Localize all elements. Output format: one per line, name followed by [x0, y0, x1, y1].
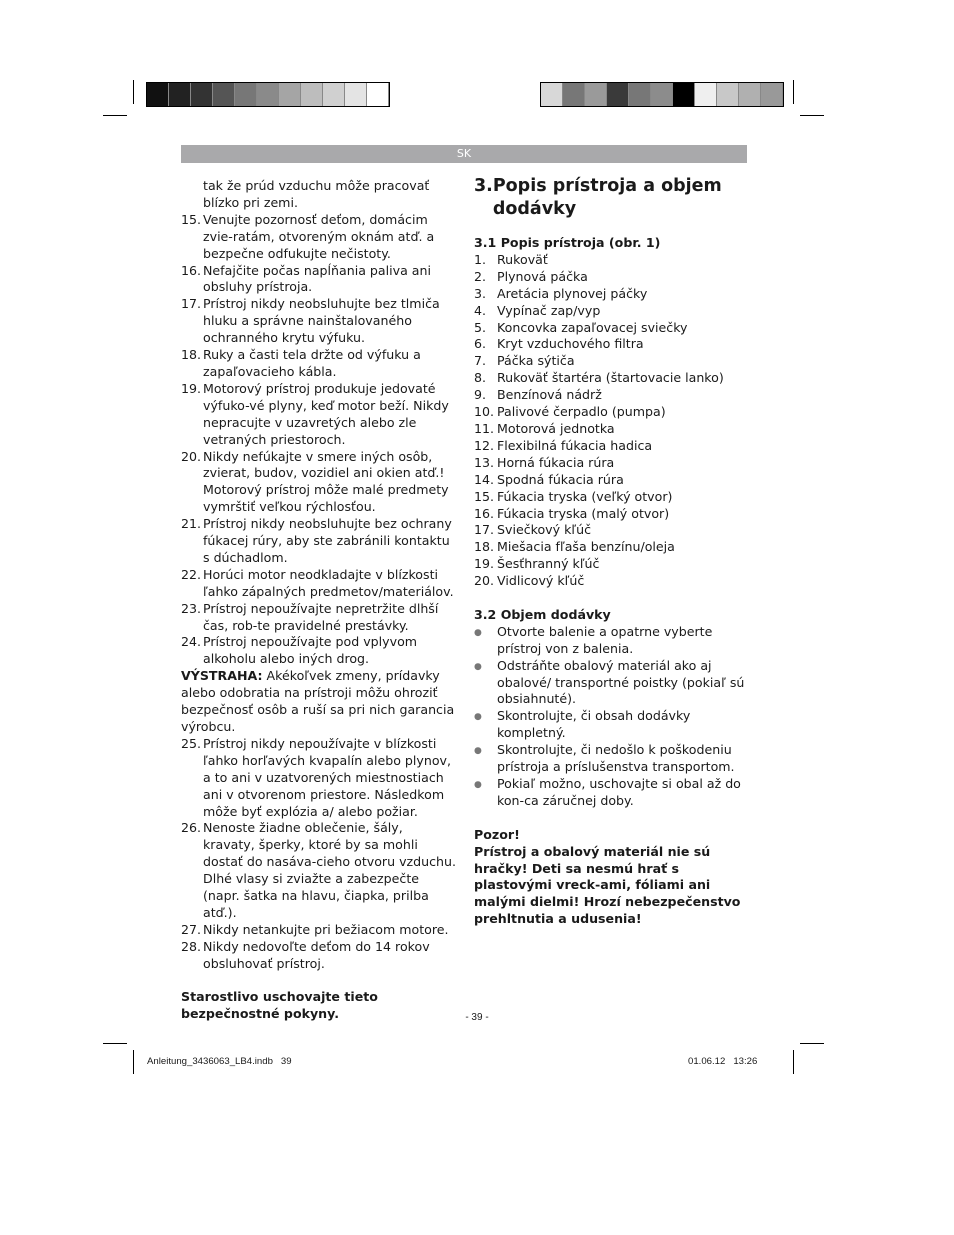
color-swatch — [147, 83, 169, 106]
list-item — [181, 922, 457, 939]
caution-text: Prístroj a obalový materiál nie sú hračky! Deti sa nesmú hrať s plastovými vreck-ami, fóliami ani malými dielmi! Hrozí nebezpečenstvo prehltnutia a udusenia! — [474, 843, 741, 927]
list-item — [181, 449, 457, 517]
list-item — [474, 370, 750, 387]
list-item — [181, 516, 457, 567]
color-swatch — [191, 83, 213, 106]
list-item-text: Motorová jednotka — [497, 420, 615, 436]
list-item-text: Prístroj nikdy neobsluhujte bez ochrany fúkacej rúry, aby ste zabránili kontaktu s dúchadlom. — [203, 516, 452, 565]
list-item-text: Prístroj nikdy nepoužívajte v blízkosti ľahko horľavých kvapalín alebo plynov, a to ani v uzatvorených miestnostiach ani v otvorenom priestore. Následkom môže byť explózia a/ alebo požiar. — [203, 735, 452, 819]
bullet-text: Skontrolujte, či nedošlo k poškodeniu prístroja a príslušenstva transportom. — [497, 742, 735, 775]
list-item-text: Prístroj nepoužívajte pod vplyvom alkoholu alebo iných drog. — [203, 634, 418, 667]
list-item-text: Flexibilná fúkacia hadica — [497, 437, 653, 453]
list-item — [181, 212, 457, 263]
list-item-text: Benzínová nádrž — [497, 387, 602, 403]
list-item — [474, 252, 750, 269]
bullet-item — [474, 742, 750, 776]
list-item-text: Vidlicový kľúč — [497, 573, 585, 589]
list-item — [181, 296, 457, 347]
bullet-icon: ● — [474, 627, 482, 638]
list-item-text: Koncovka zapaľovacej sviečky — [497, 319, 688, 335]
list-item — [474, 320, 750, 337]
list-item-text: Motorový prístroj produkuje jedovaté výfuko-vé plyny, keď motor beží. Nikdy nepracujte v uzavretých alebo zle vetraných priestoroch. — [203, 380, 449, 447]
crop-mark — [800, 1043, 824, 1044]
color-swatch — [673, 83, 695, 106]
list-item-number: 16. — [474, 505, 495, 521]
list-item-text: Spodná fúkacia rúra — [497, 471, 624, 487]
crop-mark — [800, 115, 824, 116]
list-item-text: Plynová páčka — [497, 268, 588, 284]
list-item-number: 24. — [181, 634, 202, 650]
list-item — [181, 567, 457, 601]
list-item — [181, 820, 457, 921]
list-item-text: Nefajčite počas napĺňania paliva ani obsluhy prístroja. — [203, 262, 432, 295]
right-column — [474, 175, 750, 928]
color-swatch — [279, 83, 301, 106]
list-item — [474, 387, 750, 404]
color-swatch — [717, 83, 739, 106]
bullet-text: Otvorte balenie a opatrne vyberte prístroj von z balenia. — [497, 623, 713, 656]
list-item-text: Prístroj nepoužívajte nepretržite dlhší čas, rob-te pravidelné prestávky. — [203, 600, 439, 633]
list-item — [474, 522, 750, 539]
list-item-text: Rukoväť — [497, 251, 548, 267]
list-item-number: 27. — [181, 921, 202, 937]
list-item-number: 20. — [474, 573, 495, 589]
bullet-text: Pokiaľ možno, uschovajte si obal až do kon-ca záručnej doby. — [497, 775, 741, 808]
bullet-item — [474, 776, 750, 810]
bullet-icon: ● — [474, 712, 482, 723]
list-item — [474, 353, 750, 370]
list-item-text: Vypínač zap/vyp — [497, 302, 601, 318]
list-item-text: Miešacia fľaša benzínu/oleja — [497, 539, 675, 555]
section-title: Popis prístroja a objem dodávky — [492, 176, 722, 219]
list-item-number: 5. — [474, 319, 487, 335]
subsection-title-delivery: 3.2 Objem dodávky — [474, 606, 611, 622]
bullet-icon: ● — [474, 746, 482, 757]
list-item-number: 9. — [474, 387, 487, 403]
color-swatch — [563, 83, 585, 106]
bullet-item — [474, 708, 750, 742]
list-item-number: 15. — [181, 211, 202, 227]
subsection-title-parts: 3.1 Popis prístroja (obr. 1) — [474, 235, 661, 250]
list-item — [474, 336, 750, 353]
left-column — [181, 178, 457, 1023]
list-item-text: Horná fúkacia rúra — [497, 454, 615, 470]
list-item — [474, 269, 750, 286]
color-swatch — [213, 83, 235, 106]
caution-title: Pozor! — [474, 826, 520, 842]
page-number: - 39 - — [465, 1012, 489, 1023]
list-item-number: 13. — [474, 454, 495, 470]
list-item — [474, 489, 750, 506]
crop-mark — [793, 1050, 794, 1074]
list-item-number: 12. — [474, 437, 495, 453]
list-item-number: 2. — [474, 268, 487, 284]
list-item-number: 25. — [181, 735, 202, 751]
list-item — [474, 539, 750, 556]
list-item — [474, 438, 750, 455]
list-item — [181, 736, 457, 821]
list-item — [474, 286, 750, 303]
list-item-text: Nikdy netankujte pri bežiacom motore. — [203, 921, 449, 937]
list-item-number: 6. — [474, 336, 487, 352]
list-item-number: 19. — [181, 380, 202, 396]
list-item-text: Nenoste žiadne oblečenie, šály, kravaty, šperky, ktoré by sa mohli dostať do nasáva-cieho otvoru vzduchu. Dlhé vlasy si zviažte a zabezpečte (napr. šatka na hlavu, čiapka, prilba atď.). — [203, 820, 457, 920]
list-item-text: Nikdy nedovoľte deťom do 14 rokov obsluhovať prístroj. — [203, 938, 430, 971]
list-item — [474, 573, 750, 590]
bullet-icon: ● — [474, 779, 482, 790]
list-item-number: 4. — [474, 302, 487, 318]
color-swatch — [651, 83, 673, 106]
closing-note: Starostlivo uschovajte tieto bezpečnostné pokyny. — [181, 989, 378, 1022]
list-item — [474, 421, 750, 438]
color-swatch — [301, 83, 323, 106]
color-swatch — [541, 83, 563, 106]
bullet-item — [474, 624, 750, 658]
list-item-text: Ruky a časti tela držte od výfuku a zapaľovacieho kábla. — [203, 347, 421, 379]
list-item-text: Rukoväť štartéra (štartovacie lanko) — [497, 370, 724, 386]
list-item-text: Fúkacia tryska (veľký otvor) — [497, 488, 673, 504]
list-item-text: Nikdy nefúkajte v smere iných osôb, zvierat, budov, vozidiel ani okien atď.! Motorový prístroj môže malé predmety vymrštiť veľkou rýchlosťou. — [203, 448, 449, 515]
warning-label: VÝSTRAHA: — [181, 668, 263, 684]
list-item-number: 8. — [474, 370, 487, 386]
color-calibration-bar-left — [146, 82, 390, 107]
color-swatch — [607, 83, 629, 106]
list-item — [181, 939, 457, 973]
crop-mark — [103, 1043, 127, 1044]
list-item — [474, 455, 750, 472]
list-item-text: Venujte pozornosť deťom, domácim zvie-ratám, otvoreným oknám atď. a bezpečne odfukujte nečistoty. — [203, 211, 435, 261]
list-item — [181, 634, 457, 668]
list-item-number: 10. — [474, 404, 495, 420]
list-item-number: 16. — [181, 262, 202, 278]
language-header-bar — [181, 145, 747, 163]
color-swatch — [345, 83, 367, 106]
list-item — [474, 506, 750, 523]
crop-mark — [793, 80, 794, 104]
color-swatch — [739, 83, 761, 106]
list-item-number: 19. — [474, 556, 495, 572]
list-item-text: Kryt vzduchového filtra — [497, 336, 644, 352]
list-item-text: Prístroj nikdy neobsluhujte bez tlmiča hluku a správne nainštalovaného ochranného krytu výfuku. — [203, 296, 440, 346]
list-item-number: 26. — [181, 820, 202, 836]
list-item — [474, 404, 750, 421]
list-item-number: 15. — [474, 488, 495, 504]
color-swatch — [323, 83, 345, 106]
list-item — [474, 472, 750, 489]
list-item-number: 1. — [474, 251, 487, 267]
color-swatch — [257, 83, 279, 106]
crop-mark — [103, 115, 127, 116]
list-item-number: 17. — [474, 522, 495, 538]
list-item — [474, 303, 750, 320]
bullet-text: Odstráňte obalový materiál ako aj obalové/ transportné poistky (pokiaľ sú obsiahnuté). — [497, 657, 745, 707]
list-item-number: 14. — [474, 471, 495, 487]
list-item-number: 23. — [181, 600, 202, 616]
list-item-text: Páčka sýtiča — [497, 353, 575, 369]
footer-file-info: Anleitung_3436063_LB4.indb 39 — [147, 1056, 292, 1067]
list-item-text: Palivové čerpadlo (pumpa) — [497, 404, 666, 420]
list-item — [474, 556, 750, 573]
list-item-number: 22. — [181, 566, 202, 582]
list-item-text: Horúci motor neodkladajte v blízkosti ľahko zápalných predmetov/materiálov. — [203, 566, 454, 599]
warning-text: Akékoľvek zmeny, prídavky alebo odobratia na prístroji môžu ohroziť bezpečnosť osôb a ruší sa pri nich garancia výrobcu. — [181, 668, 455, 734]
color-swatch — [629, 83, 651, 106]
list-item-number: 18. — [474, 539, 495, 555]
section-number: 3. — [474, 176, 493, 196]
list-item-number: 21. — [181, 516, 202, 532]
color-swatch — [695, 83, 717, 106]
crop-mark — [133, 80, 134, 104]
list-item-number: 20. — [181, 448, 202, 464]
list-item-text: Šesťhranný kľúč — [497, 556, 600, 572]
list-item-number: 3. — [474, 285, 487, 301]
color-swatch — [761, 83, 783, 106]
list-item — [181, 347, 457, 381]
section-heading — [474, 175, 750, 221]
bullet-text: Skontrolujte, či obsah dodávky kompletný. — [497, 708, 691, 741]
color-swatch — [367, 83, 389, 106]
list-item — [181, 263, 457, 297]
footer-date-time: 01.06.12 13:26 — [688, 1056, 758, 1067]
list-item-text: Fúkacia tryska (malý otvor) — [497, 505, 670, 521]
list-item-text: Sviečkový kľúč — [497, 522, 591, 538]
language-code: SK — [456, 147, 472, 160]
bullet-item — [474, 658, 750, 709]
bullet-icon: ● — [474, 661, 482, 672]
list-item-text: Aretácia plynovej páčky — [497, 285, 648, 301]
color-calibration-bar-right — [540, 82, 784, 107]
crop-mark — [133, 1050, 134, 1074]
list-item — [181, 601, 457, 635]
color-swatch — [585, 83, 607, 106]
list-item — [181, 381, 457, 449]
list-item-number: 11. — [474, 420, 495, 436]
list-item-number: 17. — [181, 296, 202, 312]
color-swatch — [169, 83, 191, 106]
list-item-number: 18. — [181, 347, 202, 363]
list-item-number: 7. — [474, 353, 487, 369]
color-swatch — [235, 83, 257, 106]
list-item-number: 28. — [181, 938, 202, 954]
list-item-continuation: tak že prúd vzduchu môže pracovať blízko pri zemi. — [203, 178, 430, 210]
warning-paragraph — [181, 668, 457, 736]
